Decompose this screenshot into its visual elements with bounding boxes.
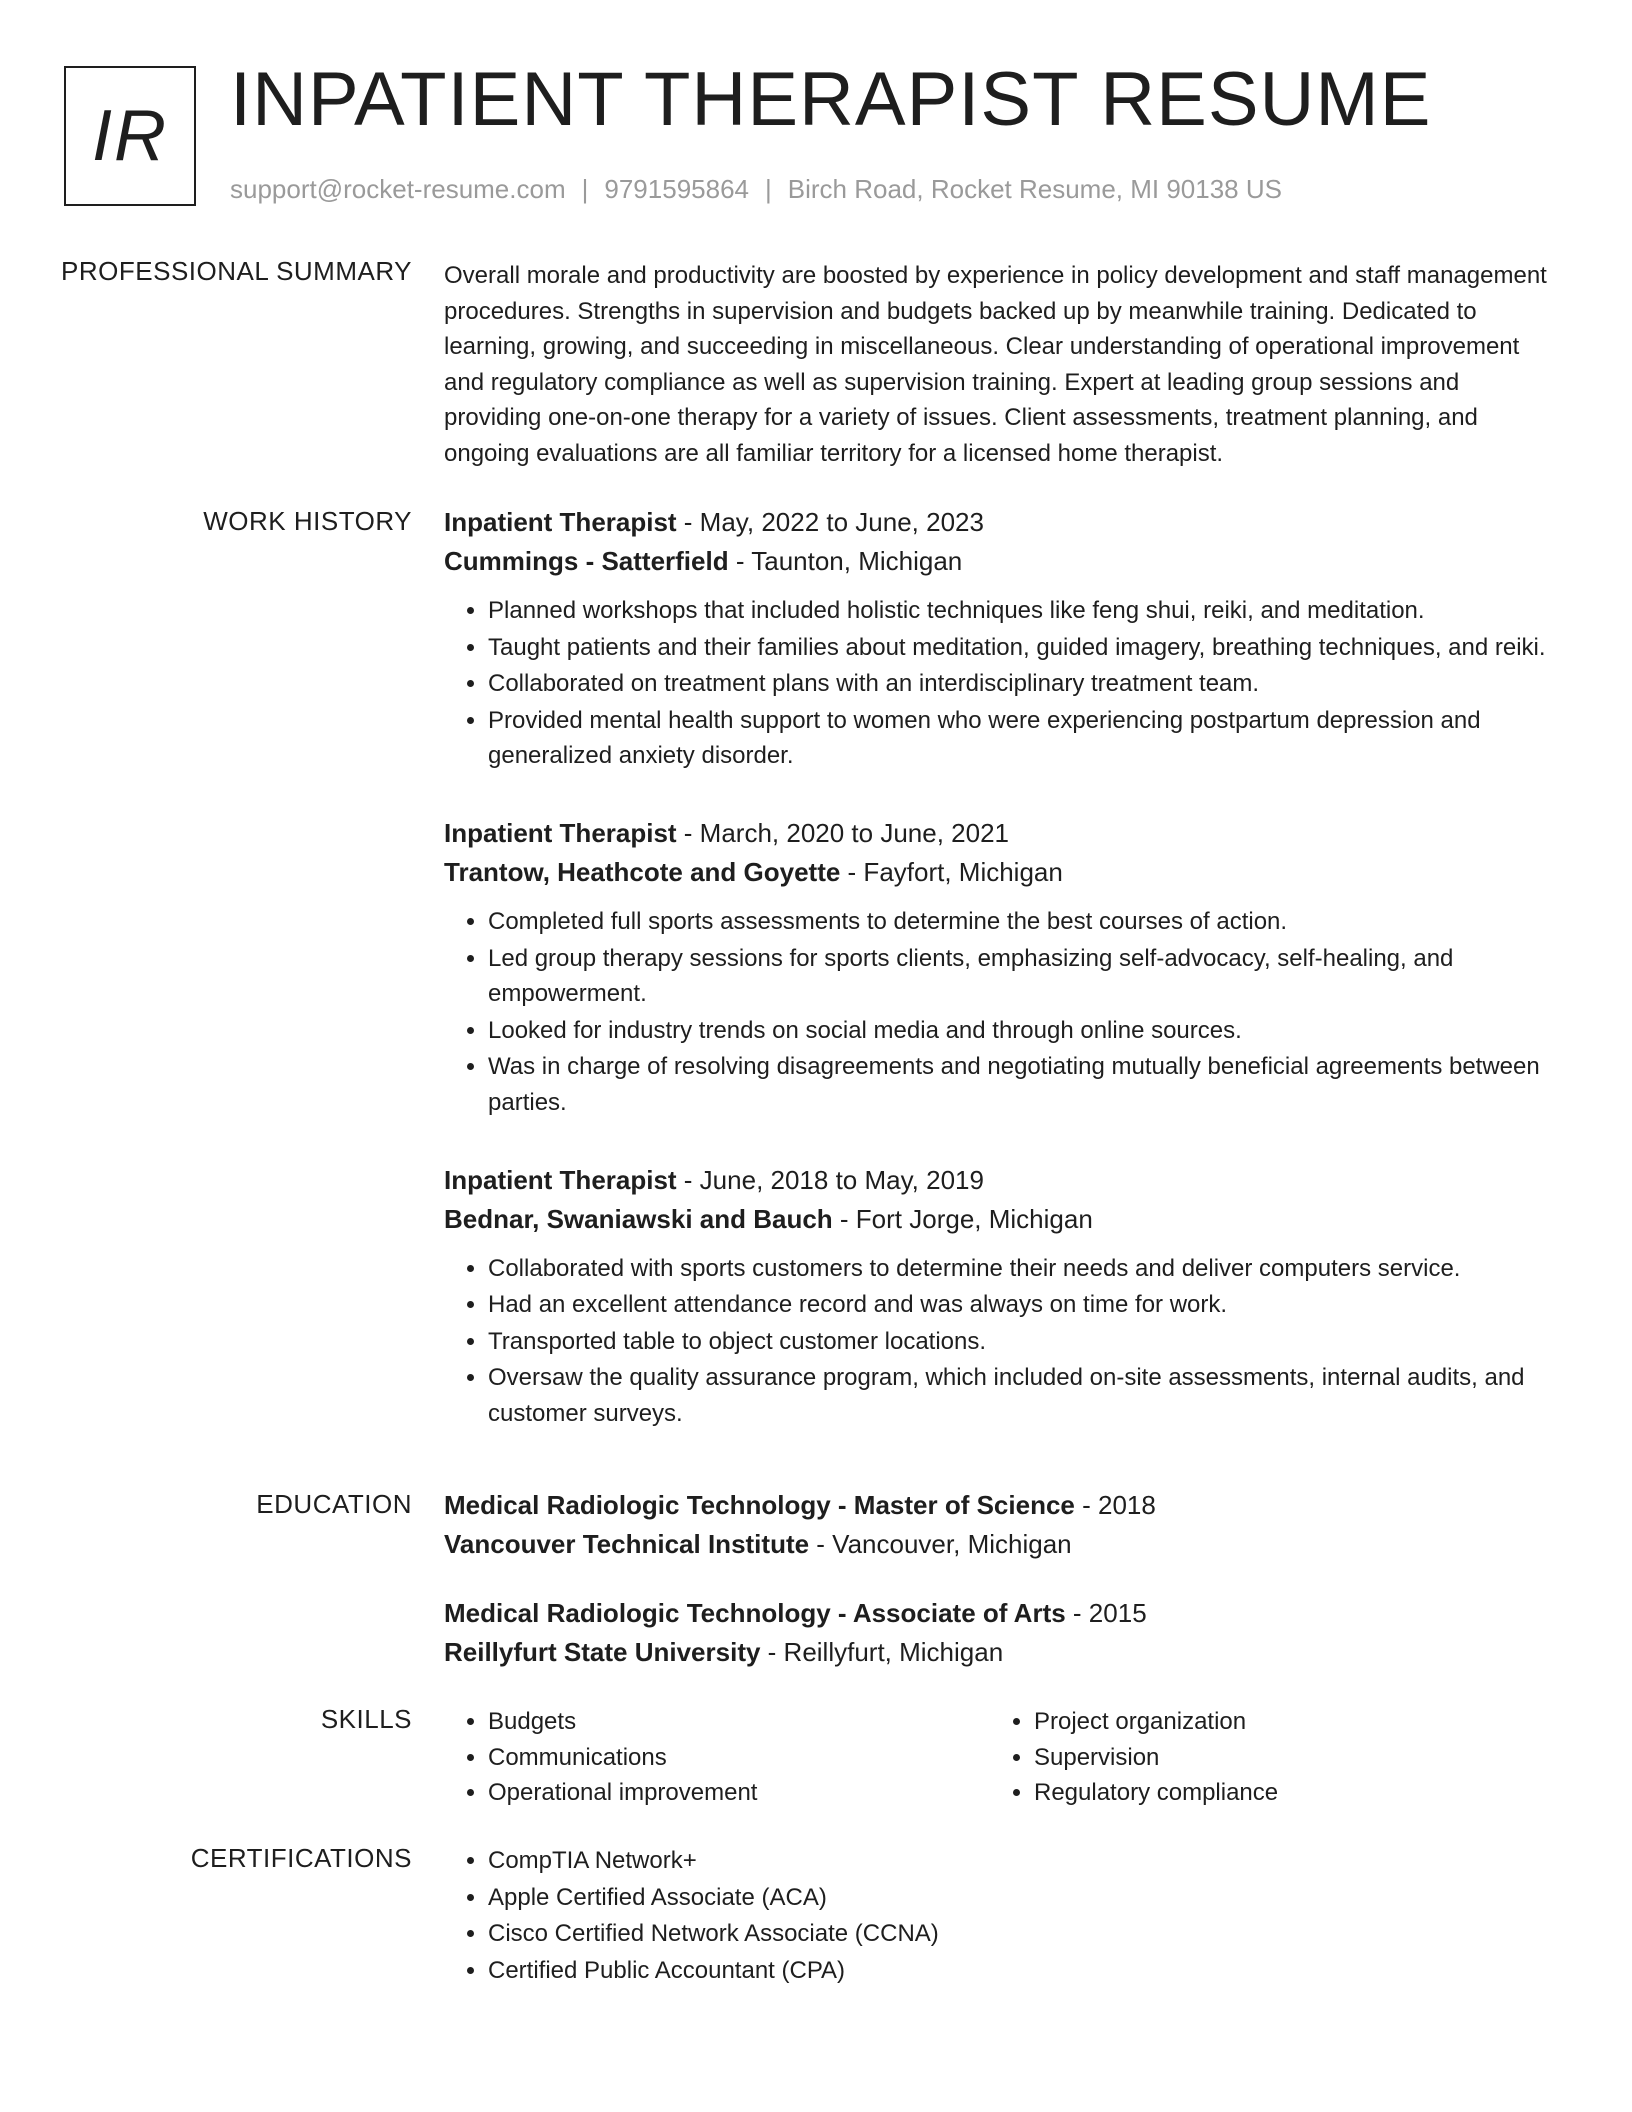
monogram-logo: IR [64, 66, 196, 206]
section-label-certifications: CERTIFICATIONS [190, 1843, 412, 1873]
job-title: Inpatient Therapist [444, 507, 677, 537]
contact-email[interactable]: support@rocket-resume.com [230, 174, 566, 204]
contact-separator: | [581, 174, 589, 204]
job-company-line [444, 542, 1560, 581]
degree-year: - 2015 [1065, 1598, 1147, 1628]
job-dates: - June, 2018 to May, 2019 [676, 1164, 984, 1195]
list-item: • Transported table to object customer locations. [488, 1324, 1560, 1360]
job-company: Bednar, Swaniawski and Bauch [444, 1203, 833, 1234]
job-entry [444, 503, 1560, 774]
list-item: • Was in charge of resolving disagreements and negotiating mutually beneficial agreements between parties. [488, 1049, 1560, 1120]
section-label-education: EDUCATION [256, 1489, 412, 1519]
school-line [444, 1525, 1560, 1564]
job-location: - Fayfort, Michigan [840, 856, 1063, 887]
certification-item: • Apple Certified Associate (ACA) [488, 1880, 1560, 1916]
job-company-line [444, 853, 1560, 892]
job-entry [444, 1161, 1560, 1432]
degree: Medical Radiologic Technology - Associate of Arts [444, 1598, 1066, 1628]
job-dates: - March, 2020 to June, 2021 [676, 817, 1010, 848]
degree-line [444, 1594, 1560, 1633]
contact-line [230, 174, 1282, 205]
resume-title: INPATIENT THERAPIST RESUME [230, 57, 1432, 142]
list-item: • Taught patients and their families about meditation, guided imagery, breathing techniques, and reiki. [488, 630, 1560, 666]
degree: Medical Radiologic Technology - Master of Science [444, 1490, 1075, 1520]
job-company: Trantow, Heathcote and Goyette [444, 856, 841, 887]
skill-item: • Communications [488, 1740, 990, 1776]
section-label-work-history: WORK HISTORY [203, 506, 412, 536]
list-item: • Planned workshops that included holistic techniques like feng shui, reiki, and meditation. [488, 593, 1560, 629]
job-bullets [444, 593, 1560, 774]
section-label-summary: PROFESSIONAL SUMMARY [61, 256, 412, 286]
skill-item: • Operational improvement [488, 1775, 990, 1811]
education-entry [444, 1594, 1560, 1672]
certification-item: • Certified Public Accountant (CPA) [488, 1953, 1560, 1989]
job-dates: - May, 2022 to June, 2023 [676, 507, 984, 537]
list-item: • Had an excellent attendance record and was always on time for work. [488, 1287, 1560, 1323]
job-company: Cummings - Satterfield [444, 546, 729, 576]
contact-phone[interactable]: 9791595864 [604, 174, 749, 204]
job-bullets [444, 1251, 1560, 1432]
skill-item: • Budgets [488, 1704, 990, 1740]
skills-list-right [990, 1704, 1278, 1811]
school: Vancouver Technical Institute [444, 1529, 810, 1559]
list-item: • Led group therapy sessions for sports clients, emphasizing self-advocacy, self-healing, and empowerment. [488, 941, 1560, 1012]
degree-line [444, 1486, 1560, 1525]
education-entry [444, 1486, 1560, 1564]
job-title-line [444, 503, 1560, 542]
skill-item: • Regulatory compliance [1034, 1775, 1278, 1811]
list-item: • Looked for industry trends on social media and through online sources. [488, 1013, 1560, 1049]
job-entry [444, 814, 1560, 1121]
list-item: • Completed full sports assessments to determine the best courses of action. [488, 904, 1560, 940]
contact-address: Birch Road, Rocket Resume, MI 90138 US [787, 174, 1282, 204]
school: Reillyfurt State University [444, 1637, 761, 1667]
job-location: - Fort Jorge, Michigan [832, 1203, 1093, 1234]
job-location: - Taunton, Michigan [728, 546, 963, 576]
job-company-line [444, 1200, 1560, 1239]
job-title-line [444, 814, 1560, 853]
skill-item: • Project organization [1034, 1704, 1278, 1740]
section-label-skills: SKILLS [320, 1704, 412, 1734]
skills-list-left [444, 1704, 990, 1811]
summary-text: Overall morale and productivity are boosted by experience in policy development and staff management procedures. Strengths in supervision and budgets backed up by meanwhile training. Dedicated to learning, growing, and succeeding in miscellaneous. Clear understanding of operational improvement and regulatory compliance as well as supervision training. Expert at leading group sessions and providing one-on-one therapy for a variety of issues. Client assessments, treatment planning, and ongoing evaluations are all familiar territory for a licensed home therapist. [444, 262, 1547, 467]
certifications-list [444, 1843, 1560, 1988]
school-location: - Reillyfurt, Michigan [760, 1637, 1004, 1667]
skills-grid [444, 1704, 1560, 1811]
job-bullets [444, 904, 1560, 1121]
job-title: Inpatient Therapist [444, 817, 677, 848]
list-item: • Collaborated with sports customers to determine their needs and deliver computers service. [488, 1251, 1560, 1287]
degree-year: - 2018 [1074, 1490, 1156, 1520]
job-title: Inpatient Therapist [444, 1164, 677, 1195]
certification-item: • CompTIA Network+ [488, 1843, 1560, 1879]
school-location: - Vancouver, Michigan [809, 1529, 1072, 1559]
list-item: • Oversaw the quality assurance program, which included on-site assessments, internal audits, and customer surveys. [488, 1360, 1560, 1431]
skill-item: • Supervision [1034, 1740, 1278, 1776]
job-title-line [444, 1161, 1560, 1200]
list-item: • Collaborated on treatment plans with an interdisciplinary treatment team. [488, 666, 1560, 702]
contact-separator: | [765, 174, 772, 204]
list-item: • Provided mental health support to women who were experiencing postpartum depression and generalized anxiety disorder. [488, 703, 1560, 774]
certification-item: • Cisco Certified Network Associate (CCNA) [488, 1916, 1560, 1952]
school-line [444, 1633, 1560, 1672]
